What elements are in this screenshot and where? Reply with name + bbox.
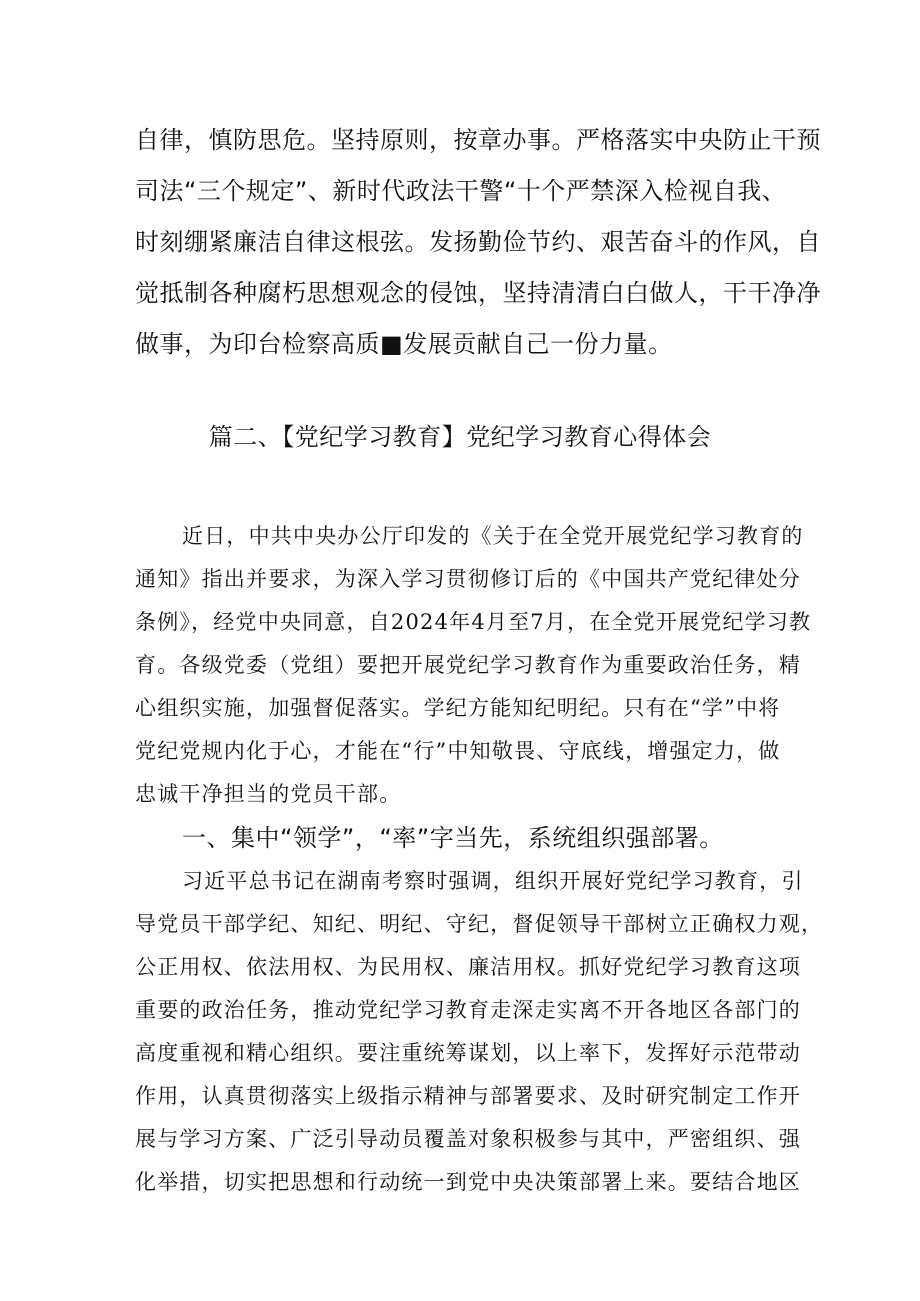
- paragraph-line: 通知》指出并要求，为深入学习贯彻修订后的《中国共产党纪律处分: [135, 567, 801, 591]
- paragraph-line: 心组织实施，加强督促落实。学纪方能知纪明纪。只有在“学”中将: [135, 696, 781, 720]
- paragraph-line: 展与学习方案、广泛引导动员覆盖对象积极参与其中，严密组织、强: [135, 1127, 801, 1151]
- paragraph-line: 作用，认真贯彻落实上级指示精神与部署要求、及时研究制定工作开: [135, 1084, 801, 1108]
- paragraph-line: 觉抵制各种腐朽思想观念的侵蚀，坚持清清白白做人，干干净净: [135, 279, 821, 307]
- paragraph-line: 自律，慎防思危。坚持原则，按章办事。严格落实中央防止干预: [135, 126, 821, 154]
- paragraph-line: 司法“三个规定”、新时代政法干警“十个严禁深入检视自我、: [135, 177, 787, 205]
- paragraph-line: 时刻绷紧廉洁自律这根弦。发扬勤俭节约、艰苦奋斗的作风，自: [135, 228, 821, 256]
- paragraph-line: 导党员干部学纪、知纪、明纪、守纪，督促领导干部树立正确权力观，: [135, 912, 824, 936]
- paragraph-line: 忠诚干净担当的党员干部。: [135, 782, 402, 806]
- article-title: 篇二、【党纪学习教育】党纪学习教育心得体会: [208, 423, 712, 451]
- paragraph-line: 做事，为印台检察高质■发展贡献自己一份力量。: [135, 330, 673, 358]
- paragraph-line: 化举措，切实把思想和行动统一到党中央决策部署上来。要结合地区: [135, 1170, 801, 1194]
- paragraph-line: 重要的政治任务，推动党纪学习教育走深走实离不开各地区各部门的: [135, 998, 801, 1022]
- paragraph-line: 公正用权、依法用权、为民用权、廉洁用权。抓好党纪学习教育这项: [135, 955, 801, 979]
- paragraph-line: 条例》，经党中央同意，自2024年4月至7月，在全党开展党纪学习教: [135, 610, 812, 634]
- section-heading: 一、集中“领学”，“率”字当先，系统组织强部署。: [182, 824, 724, 852]
- paragraph-line: 党纪党规内化于心，才能在“行”中知敬畏、守底线，增强定力，做: [135, 739, 781, 763]
- paragraph-line: 高度重视和精心组织。要注重统筹谋划，以上率下，发挥好示范带动: [135, 1041, 801, 1065]
- paragraph-line: 习近平总书记在湖南考察时强调，组织开展好党纪学习教育，引: [182, 869, 804, 893]
- paragraph-line: 近日，中共中央办公厅印发的《关于在全党开展党纪学习教育的: [182, 524, 804, 548]
- paragraph-line: 育。各级党委（党组）要把开展党纪学习教育作为重要政治任务，精: [135, 653, 801, 677]
